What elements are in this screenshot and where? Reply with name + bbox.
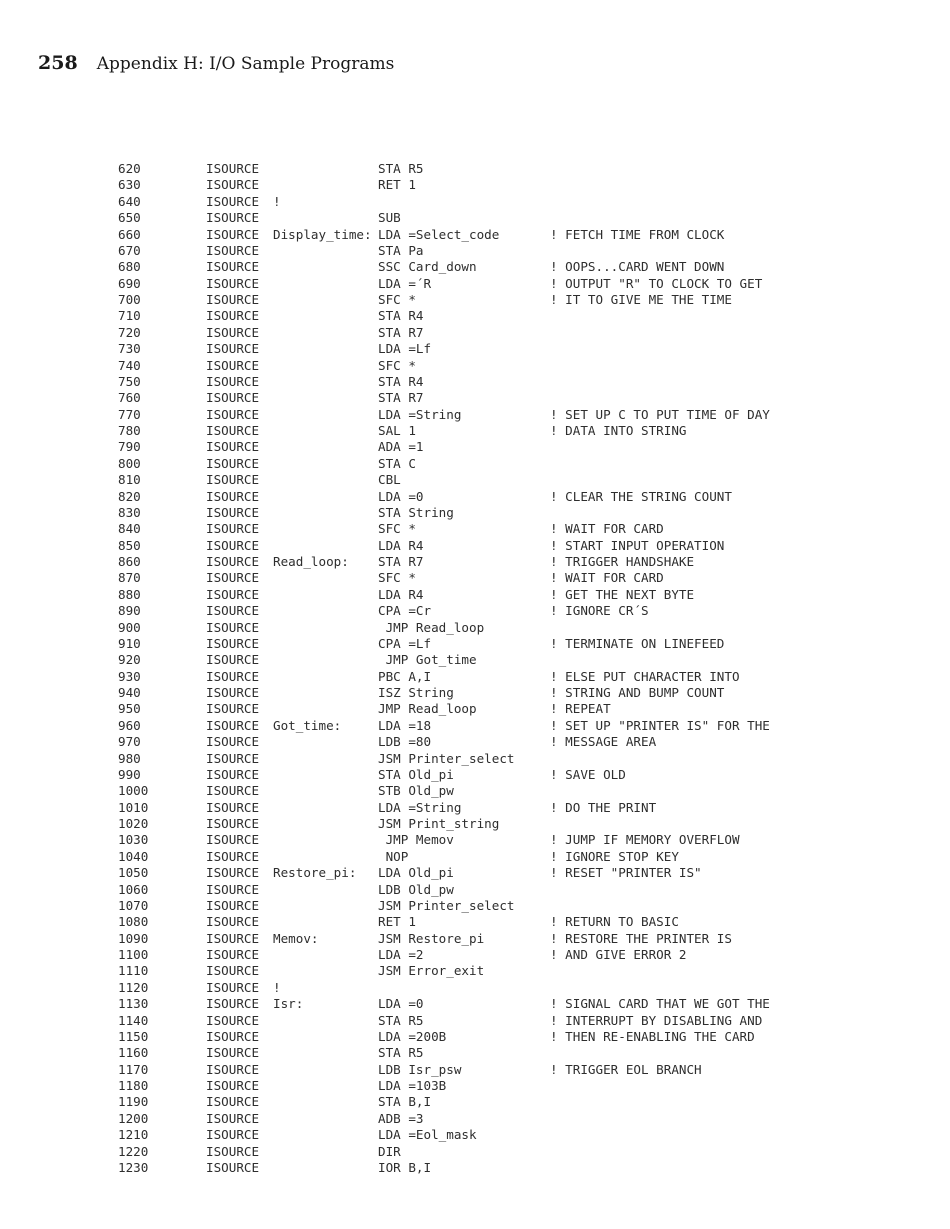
code-comment: ! GET THE NEXT BYTE — [550, 586, 695, 602]
source-keyword: ISOURCE — [206, 570, 260, 586]
line-number: 780 — [118, 423, 141, 438]
code-line — [0, 194, 950, 210]
instruction: JSM Printer_select — [378, 750, 515, 766]
code-line — [0, 243, 950, 259]
code-line — [0, 554, 950, 570]
instruction: JSM Printer_select — [378, 897, 515, 913]
source-keyword: ISOURCE — [206, 668, 260, 684]
code-comment: ! MESSAGE AREA — [550, 734, 657, 750]
line-number: 1010 — [118, 799, 149, 815]
source-keyword: ISOURCE — [206, 865, 260, 881]
code-line — [0, 570, 950, 586]
code-line — [0, 439, 950, 455]
code-line — [0, 669, 950, 685]
code-line — [0, 832, 950, 848]
code-comment: ! RETURN TO BASIC — [550, 914, 679, 930]
source-keyword: ISOURCE — [206, 979, 260, 995]
source-keyword: ISOURCE — [206, 521, 260, 537]
code-line — [0, 980, 950, 996]
line-number: 1190 — [118, 1094, 149, 1110]
code-comment: ! SET UP "PRINTER IS" FOR THE — [550, 717, 770, 733]
source-keyword: ISOURCE — [206, 504, 260, 520]
source-keyword: ISOURCE — [206, 652, 260, 668]
code-line — [0, 538, 950, 554]
source-keyword: ISOURCE — [206, 685, 260, 700]
line-number: 680 — [118, 259, 141, 275]
source-keyword: ISOURCE — [206, 717, 260, 733]
line-number: 750 — [118, 373, 141, 389]
line-number: 1110 — [118, 963, 149, 979]
source-keyword: ISOURCE — [206, 554, 260, 569]
line-number: 620 — [118, 161, 141, 176]
code-line — [0, 734, 950, 750]
code-line — [0, 882, 950, 898]
line-number: 990 — [118, 766, 141, 782]
line-number: 690 — [118, 275, 141, 291]
code-line — [0, 718, 950, 734]
source-keyword: ISOURCE — [206, 1028, 260, 1044]
code-comment: ! IT TO GIVE ME THE TIME — [550, 292, 732, 307]
instruction: STA R5 — [378, 1012, 424, 1028]
instruction: ADA =1 — [378, 439, 424, 455]
instruction: LDA =Lf — [378, 341, 432, 357]
instruction: CPA =Cr — [378, 603, 432, 619]
line-number: 1130 — [118, 996, 149, 1012]
source-keyword: ISOURCE — [206, 1061, 260, 1077]
instruction: LDA =200B — [378, 1028, 447, 1044]
source-keyword: ISOURCE — [206, 848, 260, 864]
code-line — [0, 996, 950, 1012]
code-line — [0, 783, 950, 799]
instruction: STA R4 — [378, 308, 424, 324]
code-line — [0, 1160, 950, 1176]
source-keyword: ISOURCE — [206, 537, 260, 553]
instruction: ISZ String — [378, 685, 454, 700]
line-number: 1170 — [118, 1061, 149, 1077]
code-comment: ! OOPS...CARD WENT DOWN — [550, 259, 725, 275]
instruction: LDB =80 — [378, 734, 432, 750]
source-keyword: ISOURCE — [206, 275, 260, 291]
line-number: 840 — [118, 521, 141, 537]
instruction: LDA =103B — [378, 1078, 447, 1093]
instruction: JMP Read_loop — [378, 701, 477, 717]
instruction: ADB =3 — [378, 1110, 424, 1126]
instruction: LDA =0 — [378, 996, 424, 1012]
instruction: RET 1 — [378, 177, 416, 193]
source-keyword: ISOURCE — [206, 1078, 260, 1093]
source-keyword: ISOURCE — [206, 1012, 260, 1028]
instruction: LDA R4 — [378, 586, 424, 602]
code-line — [0, 1062, 950, 1078]
instruction: SFC * — [378, 292, 416, 307]
code-line — [0, 1127, 950, 1143]
code-line — [0, 1144, 950, 1160]
source-keyword: ISOURCE — [206, 783, 260, 799]
code-label: Read_loop: — [273, 554, 349, 569]
code-comment: ! RESET "PRINTER IS" — [550, 865, 702, 881]
instruction: LDA =2 — [378, 947, 424, 962]
line-number: 870 — [118, 570, 141, 586]
code-line — [0, 1111, 950, 1127]
code-line — [0, 1013, 950, 1029]
source-keyword: ISOURCE — [206, 193, 260, 209]
code-line — [0, 701, 950, 717]
code-line — [0, 210, 950, 226]
code-label: ! — [273, 193, 281, 209]
code-line — [0, 1045, 950, 1061]
line-number: 910 — [118, 635, 141, 651]
source-keyword: ISOURCE — [206, 1159, 260, 1175]
source-keyword: ISOURCE — [206, 914, 260, 930]
line-number: 1210 — [118, 1127, 149, 1143]
instruction: LDA =String — [378, 406, 462, 422]
code-line — [0, 521, 950, 537]
instruction: LDA =String — [378, 799, 462, 815]
instruction: STA R4 — [378, 373, 424, 389]
source-keyword: ISOURCE — [206, 324, 260, 340]
line-number: 970 — [118, 734, 141, 750]
code-line — [0, 963, 950, 979]
code-comment: ! WAIT FOR CARD — [550, 521, 664, 537]
source-keyword: ISOURCE — [206, 226, 260, 242]
source-keyword: ISOURCE — [206, 341, 260, 357]
instruction: STA Pa — [378, 242, 424, 258]
code-comment: ! TRIGGER EOL BRANCH — [550, 1061, 702, 1077]
instruction: JSM Restore_pi — [378, 930, 485, 946]
instruction: CBL — [378, 472, 401, 488]
line-number: 890 — [118, 603, 141, 619]
line-number: 920 — [118, 652, 141, 668]
line-number: 630 — [118, 177, 141, 193]
line-number: 1030 — [118, 832, 149, 848]
instruction: JSM Error_exit — [378, 963, 485, 979]
page-number: 258 — [38, 52, 78, 74]
code-line — [0, 390, 950, 406]
code-comment: ! STRING AND BUMP COUNT — [550, 685, 725, 700]
line-number: 800 — [118, 455, 141, 471]
line-number: 1230 — [118, 1159, 149, 1175]
instruction: LDA =0 — [378, 488, 424, 504]
instruction: STA R7 — [378, 390, 424, 406]
code-comment: ! OUTPUT "R" TO CLOCK TO GET — [550, 275, 763, 291]
instruction: STA R7 — [378, 554, 424, 569]
source-keyword: ISOURCE — [206, 423, 260, 438]
line-number: 640 — [118, 193, 141, 209]
code-line — [0, 227, 950, 243]
instruction: LDA =´R — [378, 275, 432, 291]
code-line — [0, 341, 950, 357]
instruction: RET 1 — [378, 914, 416, 930]
code-comment: ! SAVE OLD — [550, 766, 626, 782]
code-label: Display_time: — [273, 226, 372, 242]
instruction: LDA =18 — [378, 717, 432, 733]
code-line — [0, 1029, 950, 1045]
source-keyword: ISOURCE — [206, 881, 260, 897]
source-keyword: ISOURCE — [206, 488, 260, 504]
source-keyword: ISOURCE — [206, 210, 260, 226]
source-keyword: ISOURCE — [206, 373, 260, 389]
source-keyword: ISOURCE — [206, 259, 260, 275]
code-label: Isr: — [273, 996, 304, 1012]
line-number: 830 — [118, 504, 141, 520]
line-number: 1200 — [118, 1110, 149, 1126]
line-number: 940 — [118, 685, 141, 700]
source-keyword: ISOURCE — [206, 816, 260, 831]
line-number: 930 — [118, 668, 141, 684]
line-number: 860 — [118, 554, 141, 569]
code-line — [0, 685, 950, 701]
code-label: Restore_pi: — [273, 865, 357, 881]
line-number: 760 — [118, 390, 141, 406]
source-keyword: ISOURCE — [206, 1110, 260, 1126]
instruction: JMP Got_time — [378, 652, 477, 668]
code-line — [0, 292, 950, 308]
line-number: 1140 — [118, 1012, 149, 1028]
code-comment: ! JUMP IF MEMORY OVERFLOW — [550, 832, 740, 848]
line-number: 740 — [118, 357, 141, 373]
line-number: 1040 — [118, 848, 149, 864]
instruction: STA R5 — [378, 1045, 424, 1061]
source-keyword: ISOURCE — [206, 832, 260, 848]
code-comment: ! IGNORE CR´S — [550, 603, 649, 619]
instruction: STA Old_pi — [378, 766, 454, 782]
code-comment: ! INTERRUPT BY DISABLING AND — [550, 1012, 763, 1028]
code-line — [0, 947, 950, 963]
code-line — [0, 898, 950, 914]
source-keyword: ISOURCE — [206, 603, 260, 619]
code-comment: ! DO THE PRINT — [550, 799, 657, 815]
line-number: 730 — [118, 341, 141, 357]
source-keyword: ISOURCE — [206, 292, 260, 307]
code-comment: ! RESTORE THE PRINTER IS — [550, 930, 732, 946]
code-comment: ! IGNORE STOP KEY — [550, 848, 679, 864]
line-number: 1050 — [118, 865, 149, 881]
instruction: SUB — [378, 210, 401, 226]
code-line — [0, 407, 950, 423]
line-number: 810 — [118, 472, 141, 488]
code-line — [0, 652, 950, 668]
code-line — [0, 751, 950, 767]
code-comment: ! FETCH TIME FROM CLOCK — [550, 226, 725, 242]
instruction: LDB Old_pw — [378, 881, 454, 897]
instruction: SSC Card_down — [378, 259, 477, 275]
line-number: 1100 — [118, 947, 149, 962]
line-number: 1220 — [118, 1143, 149, 1159]
code-line — [0, 587, 950, 603]
line-number: 660 — [118, 226, 141, 242]
code-comment: ! DATA INTO STRING — [550, 423, 687, 438]
line-number: 790 — [118, 439, 141, 455]
code-label: ! — [273, 979, 281, 995]
line-number: 1020 — [118, 816, 149, 831]
line-number: 770 — [118, 406, 141, 422]
code-line — [0, 1094, 950, 1110]
instruction: PBC A,I — [378, 668, 432, 684]
code-line — [0, 358, 950, 374]
code-line — [0, 276, 950, 292]
line-number: 1180 — [118, 1078, 149, 1093]
source-keyword: ISOURCE — [206, 1143, 260, 1159]
instruction: LDA R4 — [378, 537, 424, 553]
source-keyword: ISOURCE — [206, 766, 260, 782]
instruction: SFC * — [378, 570, 416, 586]
source-keyword: ISOURCE — [206, 357, 260, 373]
line-number: 720 — [118, 324, 141, 340]
code-line — [0, 489, 950, 505]
code-line — [0, 505, 950, 521]
code-line — [0, 636, 950, 652]
code-line — [0, 177, 950, 193]
line-number: 850 — [118, 537, 141, 553]
source-keyword: ISOURCE — [206, 472, 260, 488]
code-line — [0, 1078, 950, 1094]
line-number: 820 — [118, 488, 141, 504]
code-line — [0, 259, 950, 275]
instruction: STA R7 — [378, 324, 424, 340]
code-comment: ! TRIGGER HANDSHAKE — [550, 554, 695, 569]
code-comment: ! REPEAT — [550, 701, 611, 717]
instruction: LDA =Select_code — [378, 226, 500, 242]
source-keyword: ISOURCE — [206, 1045, 260, 1061]
instruction: STA C — [378, 455, 416, 471]
instruction: DIR — [378, 1143, 401, 1159]
code-comment: ! AND GIVE ERROR 2 — [550, 947, 687, 962]
line-number: 980 — [118, 750, 141, 766]
line-number: 670 — [118, 242, 141, 258]
code-line — [0, 308, 950, 324]
source-keyword: ISOURCE — [206, 439, 260, 455]
code-line — [0, 931, 950, 947]
source-keyword: ISOURCE — [206, 947, 260, 962]
instruction: JMP Read_loop — [378, 619, 485, 635]
source-keyword: ISOURCE — [206, 897, 260, 913]
code-comment: ! SET UP C TO PUT TIME OF DAY — [550, 406, 770, 422]
code-line — [0, 603, 950, 619]
instruction: LDB Isr_psw — [378, 1061, 462, 1077]
instruction: SFC * — [378, 521, 416, 537]
code-label: Got_time: — [273, 717, 342, 733]
code-comment: ! CLEAR THE STRING COUNT — [550, 488, 732, 504]
instruction: SFC * — [378, 357, 416, 373]
source-keyword: ISOURCE — [206, 963, 260, 979]
source-keyword: ISOURCE — [206, 242, 260, 258]
source-keyword: ISOURCE — [206, 635, 260, 651]
source-keyword: ISOURCE — [206, 734, 260, 750]
code-line — [0, 620, 950, 636]
line-number: 1090 — [118, 930, 149, 946]
source-keyword: ISOURCE — [206, 161, 260, 176]
instruction: STA String — [378, 504, 454, 520]
source-keyword: ISOURCE — [206, 930, 260, 946]
instruction: JMP Memov — [378, 832, 454, 848]
source-keyword: ISOURCE — [206, 1094, 260, 1110]
page-header — [38, 52, 394, 74]
instruction: LDA =Eol_mask — [378, 1127, 477, 1143]
code-line — [0, 456, 950, 472]
instruction: STA B,I — [378, 1094, 432, 1110]
code-line — [0, 767, 950, 783]
line-number: 960 — [118, 717, 141, 733]
code-comment: ! THEN RE-ENABLING THE CARD — [550, 1028, 755, 1044]
code-line — [0, 816, 950, 832]
page-title: Appendix H: I/O Sample Programs — [96, 54, 395, 74]
instruction: STB Old_pw — [378, 783, 454, 799]
code-comment: ! SIGNAL CARD THAT WE GOT THE — [550, 996, 770, 1012]
line-number: 1150 — [118, 1028, 149, 1044]
line-number: 1160 — [118, 1045, 149, 1061]
line-number: 1120 — [118, 979, 149, 995]
source-keyword: ISOURCE — [206, 455, 260, 471]
instruction: SAL 1 — [378, 423, 416, 438]
source-keyword: ISOURCE — [206, 1127, 260, 1143]
line-number: 650 — [118, 210, 141, 226]
source-keyword: ISOURCE — [206, 390, 260, 406]
code-line — [0, 325, 950, 341]
line-number: 1060 — [118, 881, 149, 897]
line-number: 1080 — [118, 914, 149, 930]
instruction: LDA Old_pi — [378, 865, 454, 881]
instruction: STA R5 — [378, 161, 424, 176]
code-line — [0, 849, 950, 865]
code-comment: ! TERMINATE ON LINEFEED — [550, 635, 725, 651]
code-line — [0, 865, 950, 881]
source-keyword: ISOURCE — [206, 406, 260, 422]
line-number: 900 — [118, 619, 141, 635]
source-keyword: ISOURCE — [206, 701, 260, 717]
code-label: Memov: — [273, 930, 319, 946]
code-comment: ! START INPUT OPERATION — [550, 537, 725, 553]
line-number: 880 — [118, 586, 141, 602]
line-number: 710 — [118, 308, 141, 324]
instruction: CPA =Lf — [378, 635, 432, 651]
code-listing — [0, 161, 950, 1176]
source-keyword: ISOURCE — [206, 177, 260, 193]
line-number: 700 — [118, 292, 141, 307]
instruction: JSM Print_string — [378, 816, 500, 831]
code-line — [0, 914, 950, 930]
line-number: 1000 — [118, 783, 149, 799]
source-keyword: ISOURCE — [206, 750, 260, 766]
source-keyword: ISOURCE — [206, 799, 260, 815]
code-comment: ! ELSE PUT CHARACTER INTO — [550, 668, 740, 684]
code-line — [0, 800, 950, 816]
line-number: 950 — [118, 701, 141, 717]
source-keyword: ISOURCE — [206, 619, 260, 635]
code-line — [0, 161, 950, 177]
code-line — [0, 472, 950, 488]
code-line — [0, 374, 950, 390]
source-keyword: ISOURCE — [206, 308, 260, 324]
instruction: IOR B,I — [378, 1159, 432, 1175]
source-keyword: ISOURCE — [206, 996, 260, 1012]
code-comment: ! WAIT FOR CARD — [550, 570, 664, 586]
code-line — [0, 423, 950, 439]
line-number: 1070 — [118, 897, 149, 913]
instruction: NOP — [378, 848, 409, 864]
source-keyword: ISOURCE — [206, 586, 260, 602]
